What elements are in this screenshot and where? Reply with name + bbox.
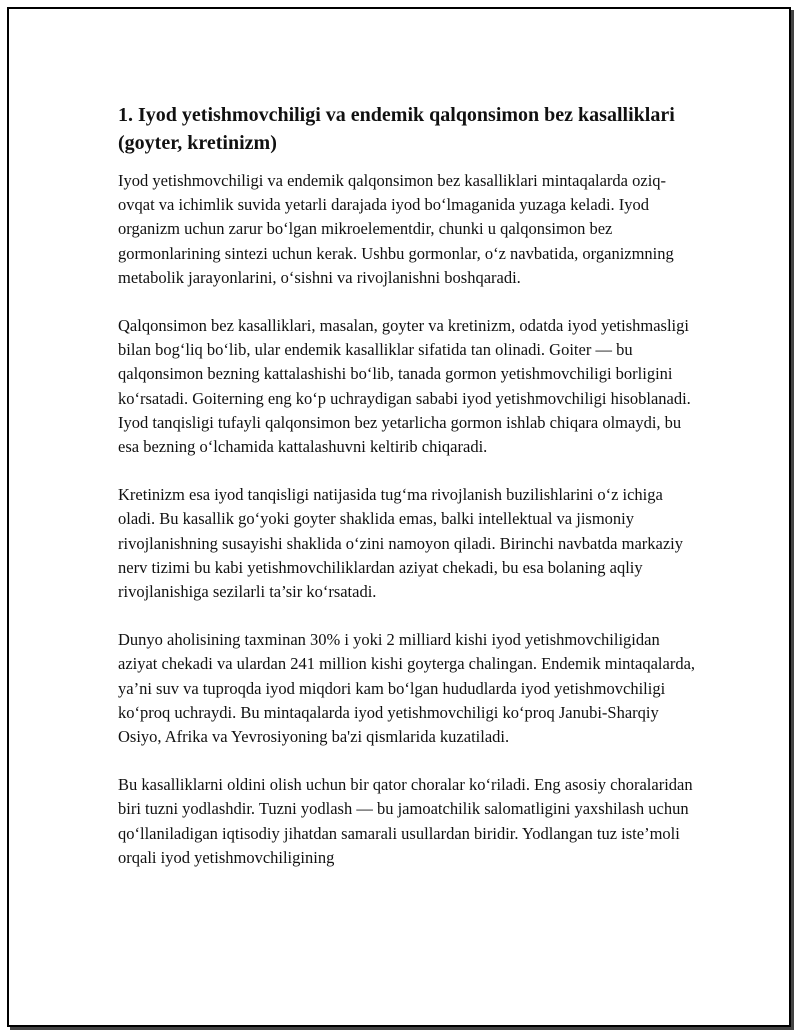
paragraph-5: Bu kasalliklarni oldini olish uchun bir qator choralar ko‘riladi. Eng asosiy choralaridan biri tuzni yodlashdir. Tuzni yodlash — bu jamoatchilik salomatligini yaxshilash uchun qo‘llaniladigan iqtisodiy jihatdan samarali usullardan biridir. Yodlangan tuz iste’moli orqali iyod yetishmovchiligining bbox=[118, 775, 693, 867]
document-page bbox=[7, 7, 791, 1027]
paragraph-2: Qalqonsimon bez kasalliklari, masalan, goyter va kretinizm, odatda iyod yetishmasligi bilan bog‘liq bo‘lib, ular endemik kasalliklar sifatida tan olinadi. Goiter — bu qalqonsimon bezning kattalashishi bo‘lib, tanada gormon yetishmovchiligi borligini ko‘rsatadi. Goiterning eng ko‘p uchraydigan sababi iyod yetishmovchiligi hisoblanadi. Iyod tanqisligi tufayli qalqonsimon bez yetarlicha gormon ishlab chiqara olmaydi, bu esa bezning o‘lchamida kattalashuvni keltirib chiqaradi. bbox=[118, 316, 691, 457]
document-body bbox=[118, 101, 698, 894]
paragraph-4: Dunyo aholisining taxminan 30% i yoki 2 milliard kishi iyod yetishmovchiligidan aziyat chekadi va ulardan 241 million kishi goyterga chalingan. Endemik mintaqalarda, ya’ni suv va tuproqda iyod miqdori kam bo‘lgan hududlarda iyod yetishmovchiligi ko‘proq uchraydi. Bu mintaqalarda iyod yetishmovchiligi ko‘proq Janubi-Sharqiy Osiyo, Afrika va Yevrosiyoning ba'zi qismlarida kuzatiladi. bbox=[118, 630, 696, 747]
paragraph-1: Iyod yetishmovchiligi va endemik qalqonsimon bez kasalliklari mintaqalarda oziq-ovqat va ichimlik suvida yetarli darajada iyod bo‘lmaganida yuzaga keladi. Iyod organizm uchun zarur bo‘lgan mikroelementdir, chunki u qalqonsimon bez gormonlarining sintezi uchun kerak. Ushbu gormonlar, o‘z navbatida, organizmning metabolik jarayonlarini, o‘sishni va rivojlanishni boshqaradi. bbox=[118, 171, 674, 287]
paragraph-3: Kretinizm esa iyod tanqisligi natijasida tug‘ma rivojlanish buzilishlarini o‘z ichiga oladi. Bu kasallik go‘yoki goyter shaklida emas, balki intellektual va jismoniy rivojlanishning susayishi shaklida o‘zini namoyon qiladi. Birinchi navbatda markaziy nerv tizimi bu kabi yetishmovchiliklardan aziyat chekadi, bu esa bolaning aqliy rivojlanishiga sezilarli ta’sir ko‘rsatadi. bbox=[118, 485, 684, 602]
section-heading: 1. Iyod yetishmovchiligi va endemik qalqonsimon bez kasalliklari (goyter, kretinizm) bbox=[118, 104, 675, 154]
